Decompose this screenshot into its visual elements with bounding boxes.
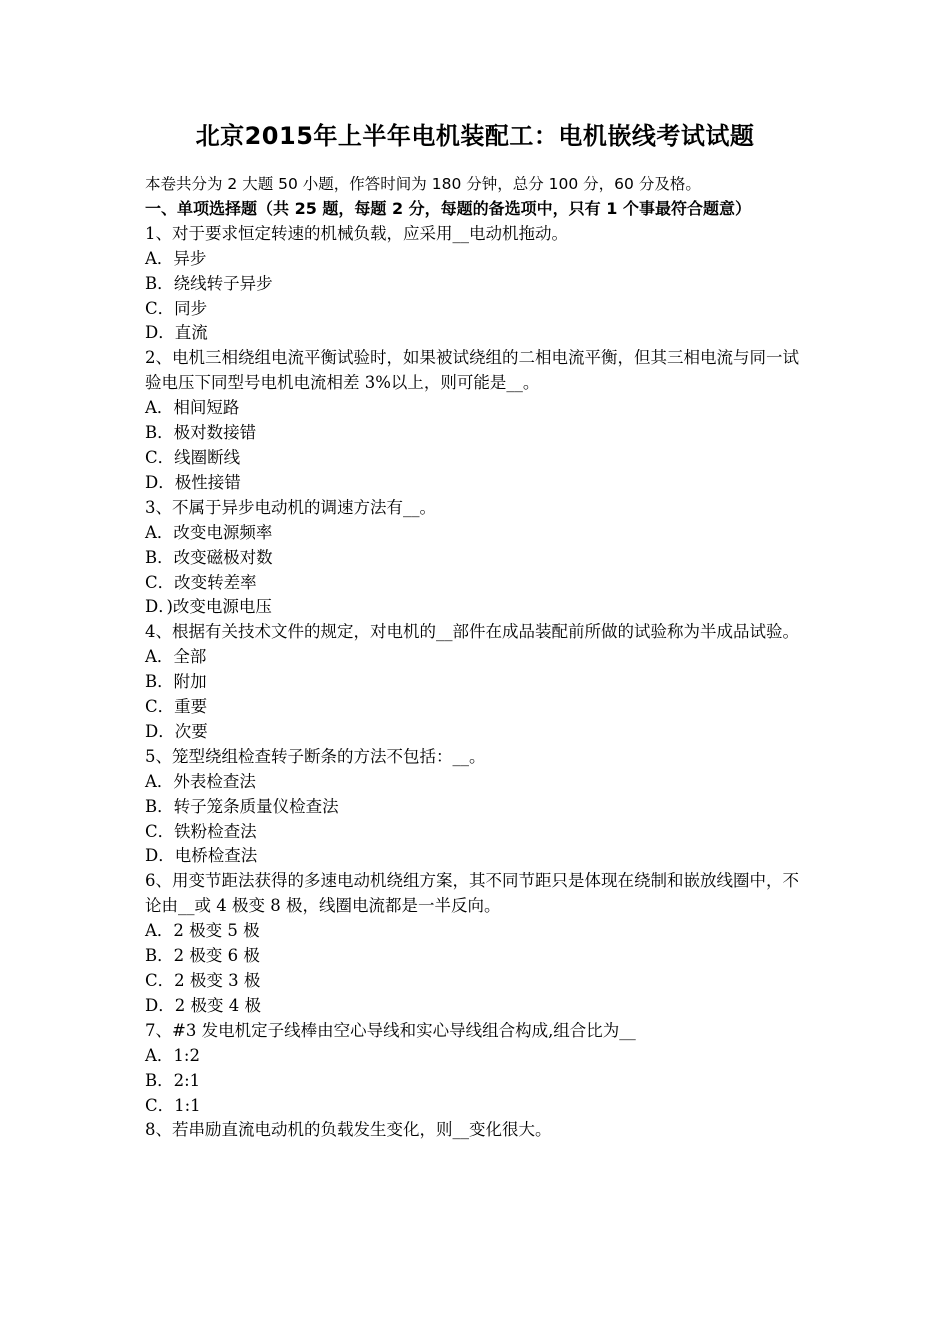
question-8 <box>145 1118 810 1143</box>
question-stem: 4、根据有关技术文件的规定，对电机的__部件在成品装配前所做的试验称为半成品试验。 <box>145 622 799 642</box>
question-4 <box>145 620 810 745</box>
option-c: C．改变转差率 <box>145 572 257 592</box>
option-b: B．2 极变 6 极 <box>145 946 260 966</box>
option-a: A．全部 <box>145 647 207 667</box>
question-7 <box>145 1019 810 1119</box>
question-stem: 7、#3 发电机定子线棒由空心导线和实心导线组合构成,组合比为__ <box>145 1020 636 1040</box>
option-b: B．绕线转子异步 <box>145 273 273 293</box>
option-a: A．1:2 <box>145 1045 200 1065</box>
option-b: B．附加 <box>145 672 207 692</box>
question-stem: 3、不属于异步电动机的调速方法有__。 <box>145 497 436 517</box>
option-c: C．2 极变 3 极 <box>145 971 261 990</box>
question-stem: 5、笼型绕组检查转子断条的方法不包括：__。 <box>145 746 486 766</box>
document-title: 北京2015年上半年电机装配工：电机嵌线考试试题 <box>195 122 755 150</box>
question-6 <box>145 869 810 1018</box>
option-c: C．铁粉检查法 <box>145 821 257 841</box>
option-a: A．改变电源频率 <box>145 522 273 542</box>
option-d: D．2 极变 4 极 <box>145 995 261 1015</box>
question-5 <box>145 745 810 870</box>
option-a: A．外表检查法 <box>145 771 256 791</box>
section-heading: 一、单项选择题（共 25 题，每题 2 分，每题的备选项中，只有 1 个事最符合题意） <box>145 198 751 218</box>
option-b: B．改变磁极对数 <box>145 547 273 567</box>
option-c: C．1:1 <box>145 1095 201 1115</box>
question-stem: 1、对于要求恒定转速的机械负载，应采用__电动机拖动。 <box>145 223 568 243</box>
option-d: D．电桥检查法 <box>145 846 258 866</box>
option-d: D．次要 <box>145 721 208 741</box>
option-c: C．重要 <box>145 697 208 717</box>
option-a: A．2 极变 5 极 <box>145 921 260 941</box>
question-stem: 8、若串励直流电动机的负载发生变化，则__变化很大。 <box>145 1120 552 1140</box>
option-b: B．2:1 <box>145 1070 201 1090</box>
option-c: C．线圈断线 <box>145 447 241 467</box>
question-stem: 2、电机三相绕组电流平衡试验时，如果被试绕组的二相电流平衡，但其三相电流与同一试验电压下同型号电机电流相差 3%以上，则可能是__。 <box>145 348 799 393</box>
option-a: A．异步 <box>145 248 207 268</box>
option-b: B．极对数接错 <box>145 423 257 443</box>
document-body <box>145 172 810 1143</box>
option-b: B．转子笼条质量仪检查法 <box>145 796 339 816</box>
option-d: D．极性接错 <box>145 472 241 492</box>
option-d: D．)改变电源电压 <box>145 597 272 617</box>
question-3 <box>145 496 810 621</box>
exam-intro: 本卷共分为 2 大题 50 小题，作答时间为 180 分钟，总分 100 分，60 分及格。 <box>145 175 701 193</box>
question-1 <box>145 222 810 347</box>
option-a: A．相间短路 <box>145 398 240 418</box>
question-2 <box>145 346 810 495</box>
option-c: C．同步 <box>145 298 208 318</box>
option-d: D．直流 <box>145 323 208 343</box>
question-stem: 6、用变节距法获得的多速电动机绕组方案，其不同节距只是体现在绕制和嵌放线圈中，不论由__或 4 极变 8 极，线圈电流都是一半反向。 <box>145 871 799 916</box>
